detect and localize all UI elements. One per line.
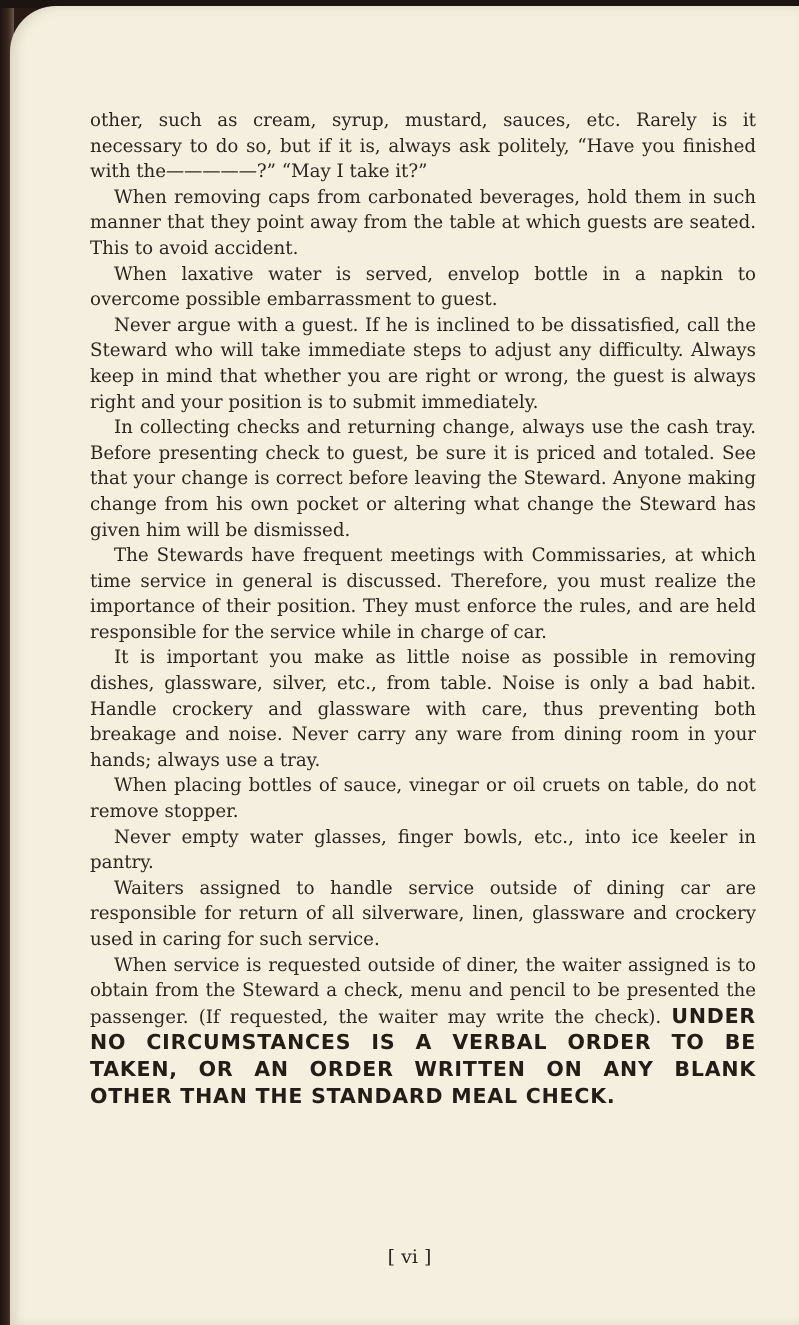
paragraph-noise: It is important you make as little noise as possible in removing dishes, glassware, silver, etc., from table. Noise is only a bad habit. Handle crockery and glassware with care, thus preventing both breakage and noise. Never carry any ware from dining room in your hands; always use a tray. bbox=[90, 647, 756, 771]
paragraph-requested-service-text: When service is requested outside of diner, the waiter assigned is to obtain from the Steward a check, menu and pencil to be presented the passenger. (If requested, the waiter may write the check). bbox=[90, 954, 756, 1028]
paragraph-collecting-checks: In collecting checks and returning change, always use the cash tray. Before presenting check to guest, be sure it is priced and totaled. See that your change is correct before leaving the Steward. Anyone making change from his own pocket or altering what change the Steward has given him will be dismissed. bbox=[90, 417, 756, 541]
paragraph-laxative-water: When laxative water is served, envelop bottle in a napkin to overcome possible embarrassment to guest. bbox=[90, 263, 756, 311]
paragraph-outside-service: Waiters assigned to handle service outside of dining car are responsible for return of all silverware, linen, glassware and crockery used in caring for such service. bbox=[90, 877, 756, 950]
paragraph-requested-service bbox=[90, 953, 756, 1111]
book-page bbox=[10, 6, 799, 1325]
body-text bbox=[90, 108, 756, 1110]
page-number: [ vi ] bbox=[387, 1246, 432, 1268]
paragraph-carbonated-caps: When removing caps from carbonated beverages, hold them in such manner that they point away from the table at which guests are seated. This to avoid accident. bbox=[90, 186, 756, 259]
paragraph-bottles-sauce: When placing bottles of sauce, vinegar or oil cruets on table, do not remove stopper. bbox=[90, 775, 756, 823]
paragraph-continued: other, such as cream, syrup, mustard, sauces, etc. Rarely is it necessary to do so, but if it is, always ask politely, “Have you finished with the—————?” “May I take it?” bbox=[90, 110, 756, 183]
paragraph-water-glasses: Never empty water glasses, finger bowls, etc., into ice keeler in pantry. bbox=[90, 826, 756, 874]
emphasis-warning: UNDER NO CIRCUMSTANCES IS A VERBAL ORDER TO BE TAKEN, OR AN ORDER WRITTEN ON ANY BLANK OTHER THAN THE STANDARD MEAL CHECK. bbox=[90, 1003, 756, 1108]
paragraph-stewards-meetings: The Stewards have frequent meetings with Commissaries, at which time service in general is discussed. Therefore, you must realize the importance of their position. They must enforce the rules, and are held responsible for the service while in charge of car. bbox=[90, 545, 756, 643]
paragraph-never-argue: Never argue with a guest. If he is inclined to be dissatisfied, call the Steward who will take immediate steps to adjust any difficulty. Always keep in mind that whether you are right or wrong, the guest is always right and your position is to submit immediately. bbox=[90, 314, 756, 413]
